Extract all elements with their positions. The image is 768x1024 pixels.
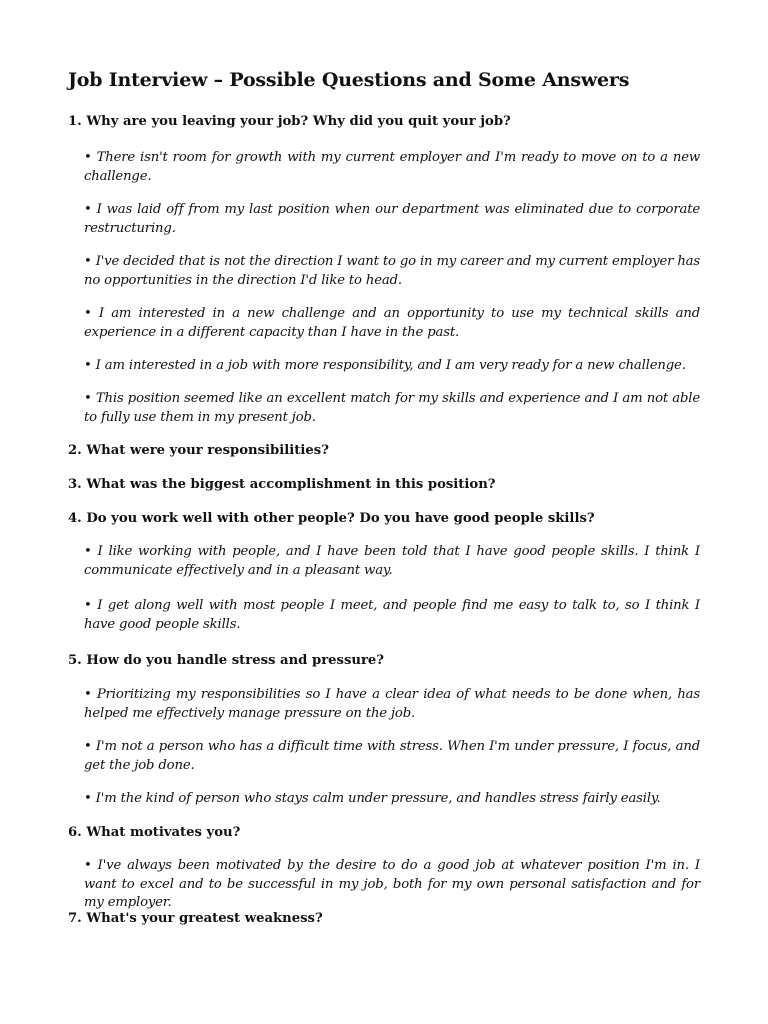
answer-5-3: • I'm the kind of person who stays calm under pressure, and handles stress fairly easily. [84,791,661,806]
answer-1-3: • I've decided that is not the direction I want to go in my career and my current employer has no opportunities in the direction I'd like to head. [84,254,700,288]
question-6: 6. What motivates you? [68,825,241,840]
answer-1-1: • There isn't room for growth with my current employer and I'm ready to move on to a new challenge. [84,150,700,184]
answer-6-1: • I've always been motivated by the desire to do a good job at whatever position I'm in. I want to excel and to be successful in my job, both for my own personal satisfaction and for my employer. [84,858,700,910]
question-4: 4. Do you work well with other people? Do you have good people skills? [68,511,595,526]
answer-1-2: • I was laid off from my last position when our department was eliminated due to corporate restructuring. [84,202,700,236]
answer-4-1: • I like working with people, and I have been told that I have good people skills. I think I communicate effectively and in a pleasant way. [84,544,700,578]
question-5: 5. How do you handle stress and pressure? [68,653,385,668]
answer-1-5: • I am interested in a job with more responsibility, and I am very ready for a new challenge. [84,358,686,373]
answer-1-4: • I am interested in a new challenge and an opportunity to use my technical skills and experience in a different capacity than I have in the past. [84,306,700,340]
document-title: Job Interview – Possible Questions and Some Answers [68,69,630,91]
question-1: 1. Why are you leaving your job? Why did you quit your job? [68,114,511,129]
answer-4-2: • I get along well with most people I meet, and people find me easy to talk to, so I think I have good people skills. [84,598,700,632]
question-7: 7. What's your greatest weakness? [68,911,323,926]
question-3: 3. What was the biggest accomplishment in this position? [68,477,496,492]
answer-1-6: • This position seemed like an excellent match for my skills and experience and I am not able to fully use them in my present job. [84,391,700,425]
question-2: 2. What were your responsibilities? [68,443,329,458]
answer-5-2: • I'm not a person who has a difficult time with stress. When I'm under pressure, I focus, and get the job done. [84,739,700,773]
answer-5-1: • Prioritizing my responsibilities so I have a clear idea of what needs to be done when, has helped me effectively manage pressure on the job. [84,687,700,721]
